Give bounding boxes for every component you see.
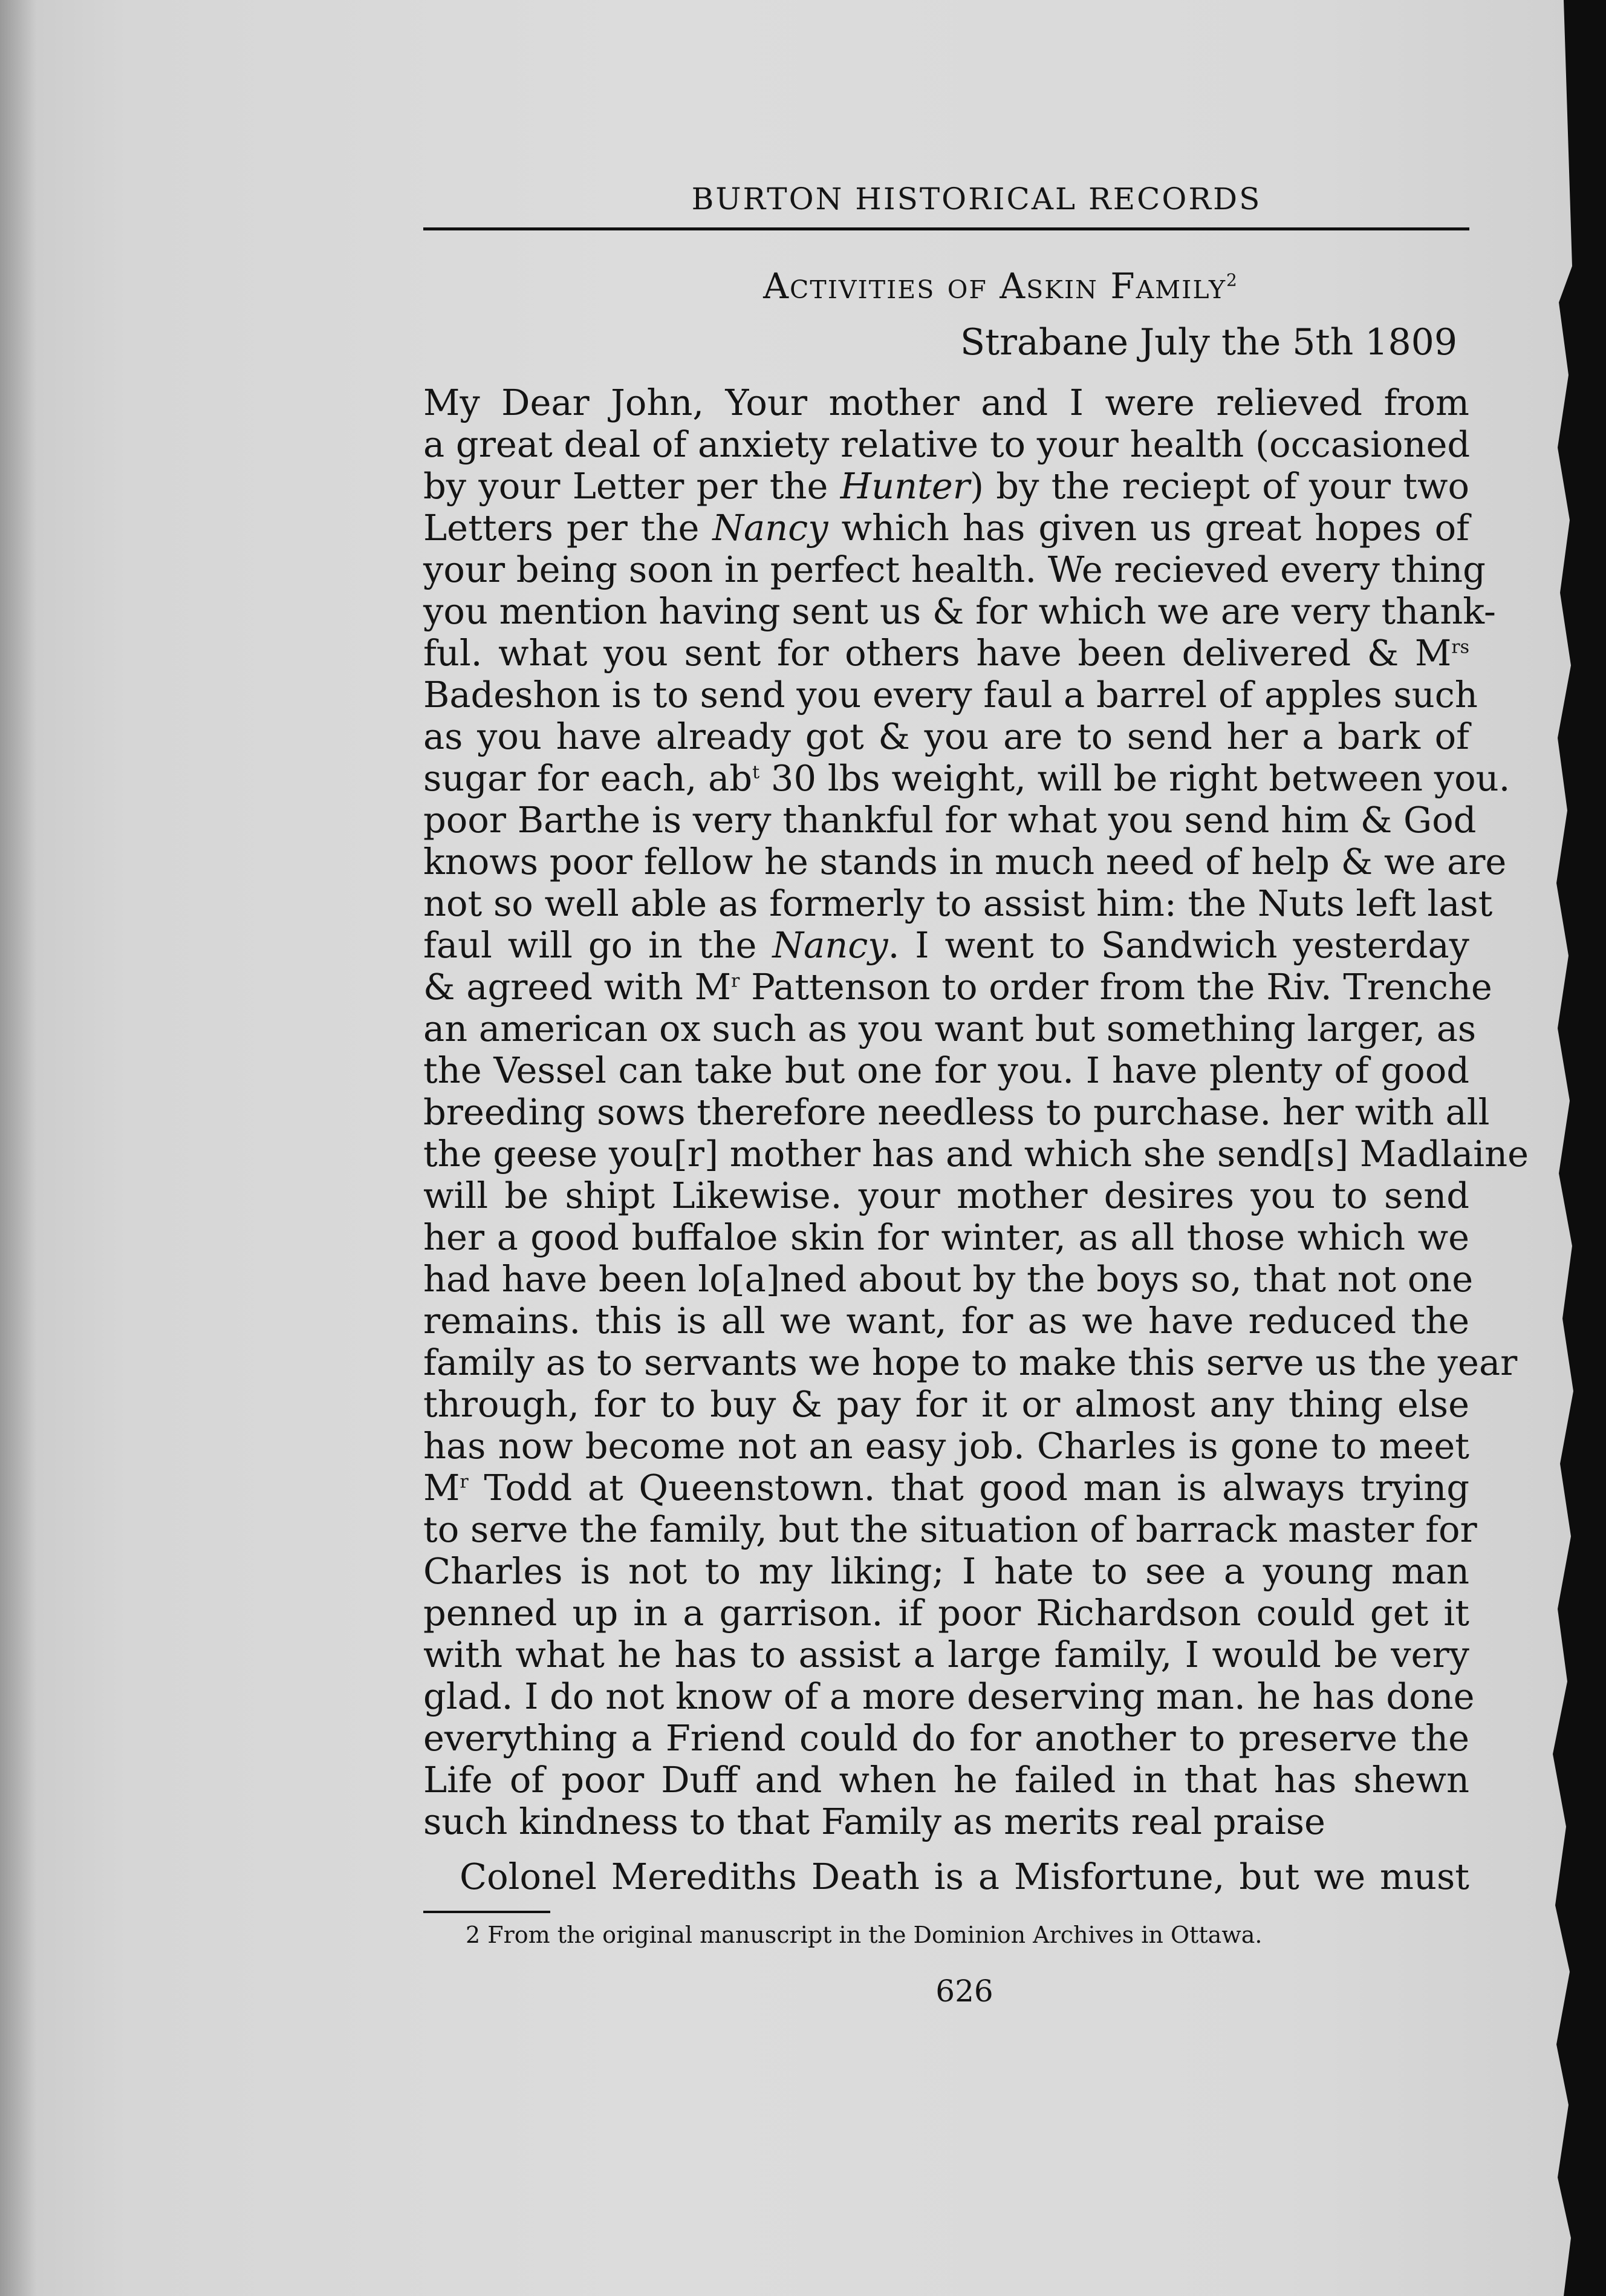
superscript-abbrev: r bbox=[460, 1471, 469, 1493]
text-run: Letters per the bbox=[423, 507, 713, 549]
text-line bbox=[423, 1467, 1469, 1508]
text-line bbox=[423, 1342, 1518, 1383]
text-line bbox=[423, 1258, 1474, 1300]
text-line bbox=[423, 1675, 1475, 1717]
text-line bbox=[423, 882, 1493, 924]
binding-shadow bbox=[0, 0, 36, 2296]
text-line bbox=[423, 590, 1496, 632]
text-line bbox=[423, 674, 1478, 716]
text-run: ful. what you sent for others have been delivered & M bbox=[423, 632, 1452, 674]
superscript-abbrev: rs bbox=[1451, 636, 1469, 658]
text-run: such kindness to that Family as merits real praise bbox=[423, 1801, 1325, 1842]
text-run: breeding sows therefore needless to purchase. her with all bbox=[423, 1091, 1490, 1133]
text-run: her a good buffaloe skin for winter, as all those which we bbox=[423, 1216, 1469, 1258]
text-line bbox=[423, 716, 1469, 757]
text-line bbox=[423, 1008, 1477, 1049]
text-line bbox=[423, 1383, 1469, 1425]
text-run: your being soon in perfect health. We recieved every thing bbox=[423, 549, 1486, 590]
text-run: Todd at Queenstown. that good man is always trying bbox=[468, 1467, 1469, 1508]
text-run: . I went to Sandwich yesterday bbox=[888, 924, 1470, 966]
text-line bbox=[423, 382, 1469, 423]
text-run: 30 lbs weight, will be right between you. bbox=[759, 757, 1510, 799]
text-run: Colonel Merediths Death is a Misfortune, but we must bbox=[460, 1856, 1469, 1897]
vessel-name: Hunter bbox=[840, 465, 970, 507]
text-line bbox=[423, 632, 1469, 674]
text-run: to serve the family, but the situation of barrack master for bbox=[423, 1508, 1477, 1550]
text-line bbox=[423, 1759, 1469, 1801]
text-run: a great deal of anxiety relative to your health (occasioned bbox=[423, 423, 1471, 465]
letter-body bbox=[423, 382, 1529, 1897]
text-line bbox=[423, 1634, 1469, 1675]
text-line bbox=[423, 1856, 1469, 1897]
text-run: as you have already got & you are to send her a bark of bbox=[423, 716, 1469, 757]
letter-dateline: Strabane July the 5th 1809 bbox=[960, 321, 1457, 364]
text-line bbox=[423, 1717, 1469, 1759]
text-run: My Dear John, Your mother and I were relieved from bbox=[423, 382, 1469, 423]
text-run: Life of poor Duff and when he failed in that has shewn bbox=[423, 1759, 1469, 1801]
text-line bbox=[423, 507, 1469, 549]
paragraph-gap bbox=[423, 1842, 1469, 1856]
text-run: the Vessel can take but one for you. I have plenty of good bbox=[423, 1049, 1469, 1091]
text-run: M bbox=[423, 1467, 460, 1508]
text-run: faul will go in the bbox=[423, 924, 773, 966]
text-line bbox=[423, 1216, 1469, 1258]
header-rule bbox=[423, 227, 1469, 230]
text-line bbox=[423, 1508, 1477, 1550]
text-line bbox=[423, 1049, 1469, 1091]
text-run: Badeshon is to send you every faul a barrel of apples such bbox=[423, 674, 1478, 716]
text-run: not so well able as formerly to assist him: the Nuts left last bbox=[423, 882, 1493, 924]
vessel-name: Nancy bbox=[712, 507, 828, 549]
text-run: an american ox such as you want but something larger, as bbox=[423, 1008, 1477, 1049]
torn-page-edge bbox=[1539, 0, 1606, 2296]
text-run: poor Barthe is very thankful for what you send him & God bbox=[423, 799, 1477, 841]
text-line bbox=[423, 1300, 1469, 1342]
text-run: family as to servants we hope to make this serve us the year bbox=[423, 1342, 1518, 1383]
article-title-text: Activities of Askin Family bbox=[763, 266, 1227, 307]
text-run: ) by the reciept of your two bbox=[970, 465, 1470, 507]
text-line bbox=[423, 966, 1492, 1008]
text-line bbox=[423, 1550, 1469, 1592]
text-run: everything a Friend could do for another to preserve the bbox=[423, 1717, 1469, 1759]
running-head: BURTON HISTORICAL RECORDS bbox=[691, 181, 1262, 217]
superscript-abbrev: r bbox=[731, 970, 740, 992]
text-line bbox=[423, 1175, 1469, 1216]
footnote-rule bbox=[423, 1911, 550, 1913]
book-page bbox=[423, 181, 1529, 2009]
text-line bbox=[423, 423, 1469, 465]
text-run: sugar for each, ab bbox=[423, 757, 753, 799]
text-line bbox=[423, 841, 1507, 882]
text-run: the geese you[r] mother has and which she send[s] Madlaine bbox=[423, 1133, 1529, 1175]
superscript-abbrev: t bbox=[752, 762, 760, 783]
text-line bbox=[423, 549, 1486, 590]
text-line bbox=[423, 1091, 1490, 1133]
text-run: knows poor fellow he stands in much need of help & we are bbox=[423, 841, 1507, 882]
text-line bbox=[423, 799, 1477, 841]
text-line bbox=[423, 1801, 1469, 1842]
text-run: glad. I do not know of a more deserving man. he has done bbox=[423, 1675, 1475, 1717]
text-run: by your Letter per the bbox=[423, 465, 840, 507]
footnote-mark: 2 bbox=[1226, 270, 1238, 290]
text-run: remains. this is all we want, for as we have reduced the bbox=[423, 1300, 1469, 1342]
text-run: has now become not an easy job. Charles is gone to meet bbox=[423, 1425, 1469, 1467]
text-line bbox=[423, 1133, 1529, 1175]
text-line bbox=[423, 465, 1469, 507]
text-run: will be shipt Likewise. your mother desires you to send bbox=[423, 1175, 1469, 1216]
text-run: which has given us great hopes of bbox=[828, 507, 1470, 549]
text-run: Charles is not to my liking; I hate to see a young man bbox=[423, 1550, 1469, 1592]
text-line bbox=[423, 1592, 1469, 1634]
text-run: you mention having sent us & for which we are very thank- bbox=[423, 590, 1496, 632]
text-run: had have been lo[a]ned about by the boys so, that not one bbox=[423, 1258, 1474, 1300]
text-line bbox=[423, 1425, 1469, 1467]
text-run: with what he has to assist a large family, I would be very bbox=[423, 1634, 1469, 1675]
vessel-name: Nancy bbox=[772, 924, 888, 966]
article-title bbox=[423, 266, 1487, 307]
text-run: penned up in a garrison. if poor Richardson could get it bbox=[423, 1592, 1469, 1634]
text-run: & agreed with M bbox=[423, 966, 732, 1008]
text-line bbox=[423, 924, 1469, 966]
text-line bbox=[423, 757, 1510, 799]
page-number: 626 bbox=[935, 1974, 993, 2009]
footnote: 2 From the original manuscript in the Dominion Archives in Ottawa. bbox=[466, 1922, 1263, 1948]
text-run: Pattenson to order from the Riv. Trenche bbox=[740, 966, 1492, 1008]
text-run: through, for to buy & pay for it or almost any thing else bbox=[423, 1383, 1469, 1425]
